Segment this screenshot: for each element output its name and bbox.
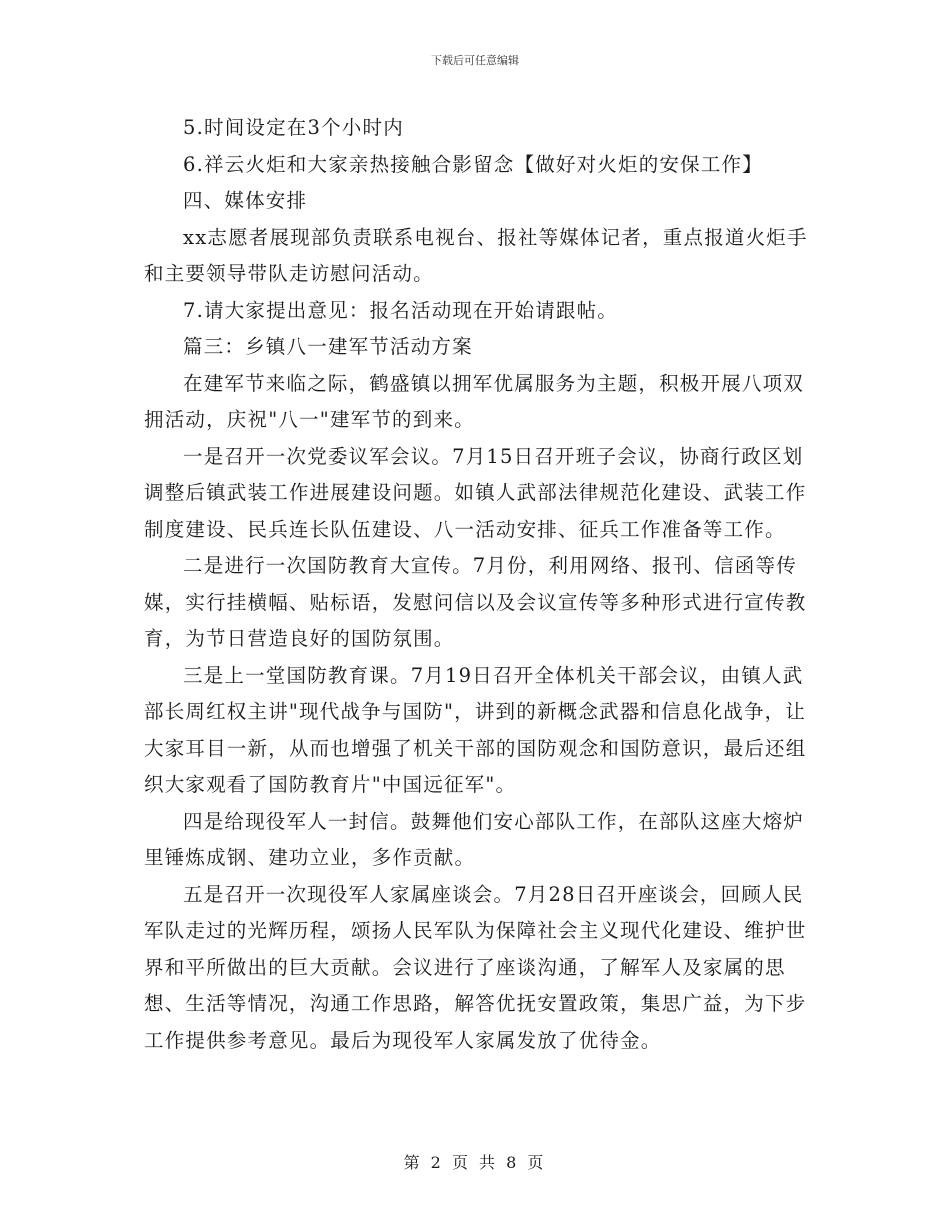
paragraph: 五是召开一次现役军人家属座谈会。7月28日召开座谈会，回顾人民军队走过的光辉历程，颂扬人民军队为保障社会主义现代化建设、维护世界和平所做出的巨大贡献。会议进行了座谈沟通，了解军人及家属的思想、生活等情况，沟通工作思路，解答优抚安置政策，集思广益，为下步工作提供参考意见。最后为现役军人家属发放了优待金。 <box>144 882 807 1052</box>
page-header: 下载后可任意编辑 <box>431 54 519 67</box>
section-heading: 四、媒体安排 <box>183 189 308 212</box>
paragraph: 5.时间设定在3个小时内 <box>183 116 404 139</box>
paragraph: 三是上一堂国防教育课。7月19日召开全体机关干部会议，由镇人武部长周红权主讲"现代战争与国防"，讲到的新概念武器和信息化战争，让大家耳目一新，从而也增强了机关干部的国防观念和国防意识，最后还组织大家观看了国防教育片"中国远征军"。 <box>144 663 807 796</box>
paragraph: 7.请大家提出意见：报名活动现在开始请跟帖。 <box>183 298 619 322</box>
section-heading: 篇三：乡镇八一建军节活动方案 <box>183 335 473 358</box>
paragraph: 一是召开一次党委议军会议。7月15日召开班子会议，协商行政区划调整后镇武装工作进展建设问题。如镇人武部法律规范化建设、武装工作制度建设、民兵连长队伍建设、八一活动安排、征兵工作准备等工作。 <box>144 444 807 541</box>
paragraph: 在建军节来临之际，鹤盛镇以拥军优属服务为主题，积极开展八项双拥活动，庆祝"八一"建军节的到来。 <box>144 371 805 431</box>
page-number: 第 2 页 共 8 页 <box>403 1153 547 1172</box>
document-body <box>144 110 812 1059</box>
paragraph: xx志愿者展现部负责联系电视台、报社等媒体记者，重点报道火炬手和主要领导带队走访慰问活动。 <box>144 225 808 285</box>
paragraph: 6.祥云火炬和大家亲热接触合影留念【做好对火炬的安保工作】 <box>183 152 763 176</box>
paragraph: 四是给现役军人一封信。鼓舞他们安心部队工作，在部队这座大熔炉里锤炼成钢、建功立业，多作贡献。 <box>144 809 805 869</box>
paragraph: 二是进行一次国防教育大宣传。7月份，利用网络、报刊、信函等传媒，实行挂横幅、贴标语，发慰问信以及会议宣传等多种形式进行宣传教育，为节日营造良好的国防氛围。 <box>144 554 807 650</box>
